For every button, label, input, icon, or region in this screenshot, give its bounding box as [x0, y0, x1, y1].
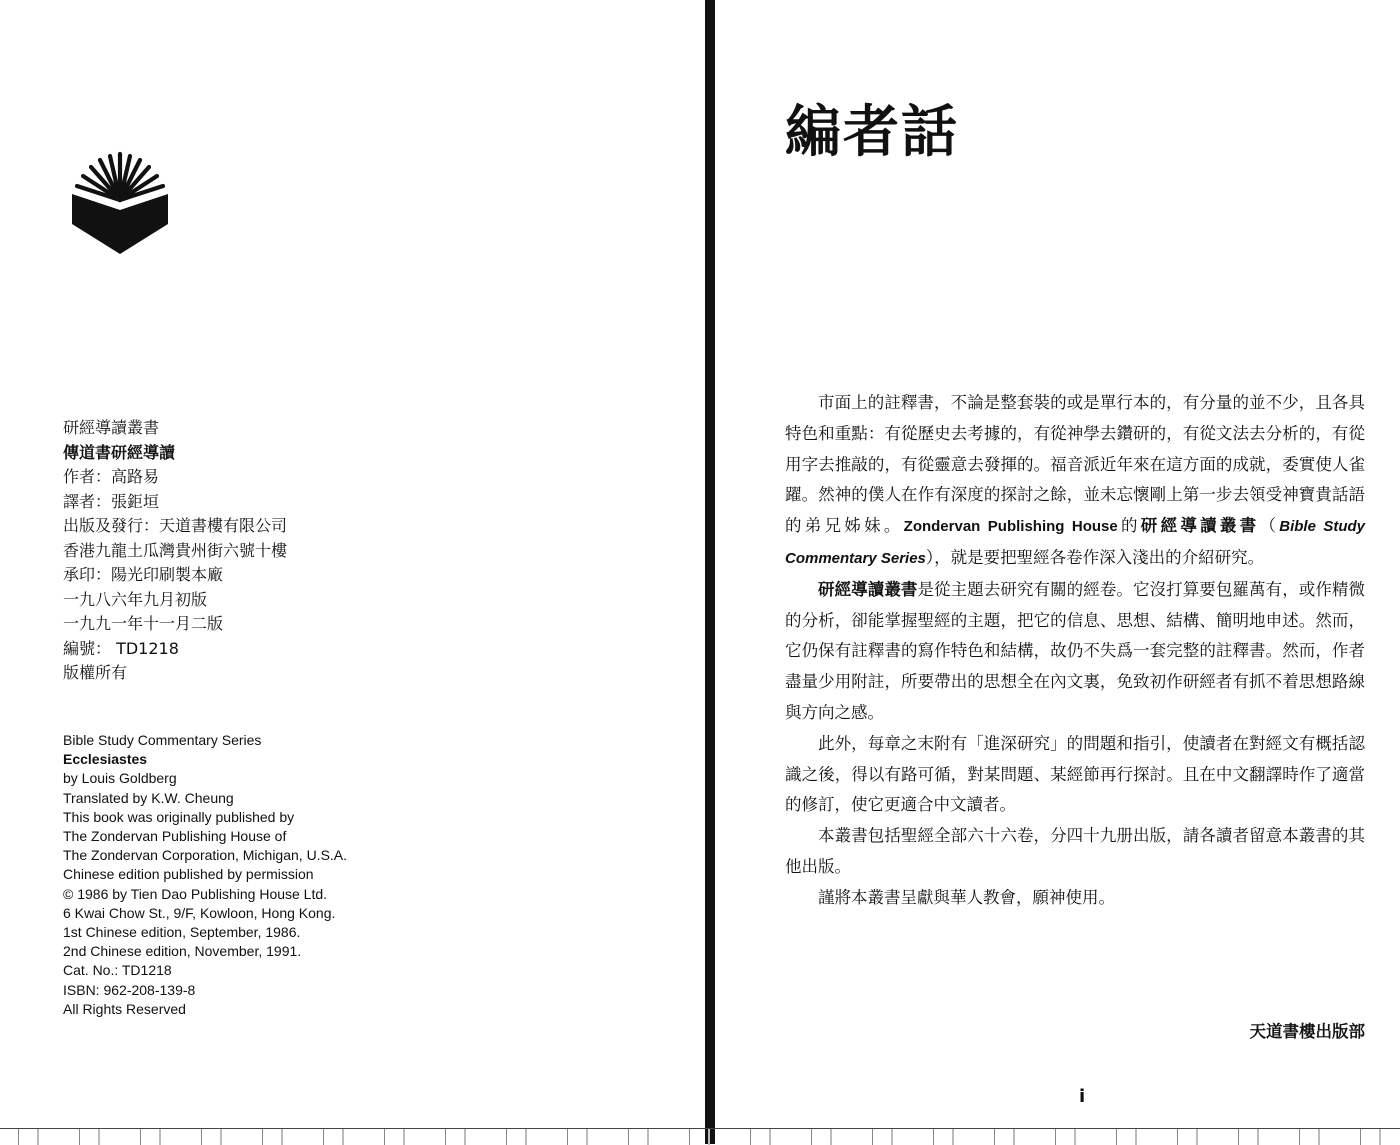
english-imprint: [63, 731, 347, 1019]
page-number: i: [1079, 1086, 1086, 1107]
book-title-en: Ecclesiastes: [63, 751, 148, 768]
preface-body: [785, 388, 1365, 914]
origin-line-1: This book was originally published by: [63, 808, 295, 825]
author-line: 作者：高路易: [63, 467, 160, 486]
publisher-logo: [72, 150, 168, 254]
second-edition-line-en: 2nd Chinese edition, November, 1991.: [63, 943, 302, 960]
paragraph-2: [785, 575, 1365, 729]
paragraph-1: [785, 388, 1365, 575]
chinese-imprint: [63, 416, 287, 686]
series-name-en: Bible Study Commentary Series: [785, 518, 1366, 567]
page-title: 編者話: [785, 100, 959, 165]
publisher-name-en: Zondervan Publishing House: [903, 518, 1118, 536]
second-edition-line: 一九九一年十一月二版: [63, 614, 224, 633]
paragraph-1-text: 市面上的註釋書，不論是整套裝的或是單行本的，有分量的並不少，且各具特色和重點：有從歷史去考據的，有從神學去鑽研的，有從文法去分析的，有從用字去推敲的，有從靈意去發揮的。福音派近年來在這方面的成就，委實使人雀躍。然神的僕人在作有深度的探討之餘，並未忘懷剛上第一步去領受神寶貴話語的弟兄姊妹。: [785, 393, 1365, 536]
paragraph-1-connector: 的: [1117, 516, 1141, 536]
translator-line-en: Translated by K.W. Cheung: [63, 789, 234, 806]
paragraph-2-text: 是從主題去研究有關的經卷。它沒打算要包羅萬有，或作精微的分析，卻能掌握聖經的主題，把它的信息、思想、結構、簡明地申述。然而，它仍保有註釋書的寫作特色和結構，故仍不失爲一套完整的註釋書。然而，作者盡量少用附註，所要帶出的思想全在內文裏，免致初作研經者有抓不着思想路線與方向之感。: [785, 579, 1365, 722]
origin-line-3: The Zondervan Corporation, Michigan, U.S.A.: [63, 847, 348, 864]
series-name-bold: 研經導讀叢書: [1140, 516, 1260, 536]
isbn-line: ISBN: 962-208-139-8: [63, 981, 196, 998]
translator-line: 譯者：張鉅垣: [63, 491, 160, 511]
first-edition-line: 一九八六年九月初版: [63, 589, 208, 609]
origin-line-2: The Zondervan Publishing House of: [63, 828, 287, 845]
book-gutter: [705, 0, 715, 1144]
publisher-line: 出版及發行：天道書樓有限公司: [63, 516, 288, 535]
first-edition-line-en: 1st Chinese edition, September, 1986.: [63, 924, 301, 941]
rights-line-en: All Rights Reserved: [63, 1000, 186, 1017]
paragraph-3: 此外，每章之末附有「進深研究」的問題和指引，使讀者在對經文有概括認識之後，得以有路可循，對某問題、某經節再行探討。且在中文翻譯時作了適當的修訂，使它更適合中文讀者。: [785, 733, 1365, 815]
address-line-en: 6 Kwai Chow St., 9/F, Kowloon, Hong Kong.: [63, 904, 336, 921]
rights-line: 版權所有: [63, 663, 128, 682]
book-title: 傳道書研經導讀: [63, 442, 176, 462]
paragraph-4: 本叢書包括聖經全部六十六卷，分四十九册出版，請各讀者留意本叢書的其他出版。: [785, 826, 1365, 876]
permission-line: Chinese edition published by permission: [63, 866, 314, 883]
catalog-number-en: Cat. No.: TD1218: [63, 962, 172, 979]
copyright-line: © 1986 by Tien Dao Publishing House Ltd.: [63, 885, 328, 902]
printer-line: 承印：陽光印刷製本廠: [63, 565, 224, 584]
author-line-en: by Louis Goldberg: [63, 770, 177, 787]
paragraph-1-ending: ），就是要把聖經各卷作深入淺出的介紹研究。: [925, 547, 1265, 567]
paragraph-5: 謹將本叢書呈獻與華人教會，願神使用。: [818, 887, 1115, 907]
scan-edge-strip: [0, 1128, 1400, 1145]
signature: 天道書樓出版部: [1249, 1022, 1365, 1041]
series-name: 研經導讀叢書: [63, 418, 160, 437]
series-name-bold-2: 研經導讀叢書: [818, 579, 918, 599]
paragraph-1-open-paren: （: [1259, 516, 1280, 536]
catalog-number: 編號： TD1218: [63, 638, 179, 658]
series-name-en: Bible Study Commentary Series: [63, 732, 262, 748]
address-line: 香港九龍土瓜灣貴州街六號十樓: [63, 540, 288, 560]
